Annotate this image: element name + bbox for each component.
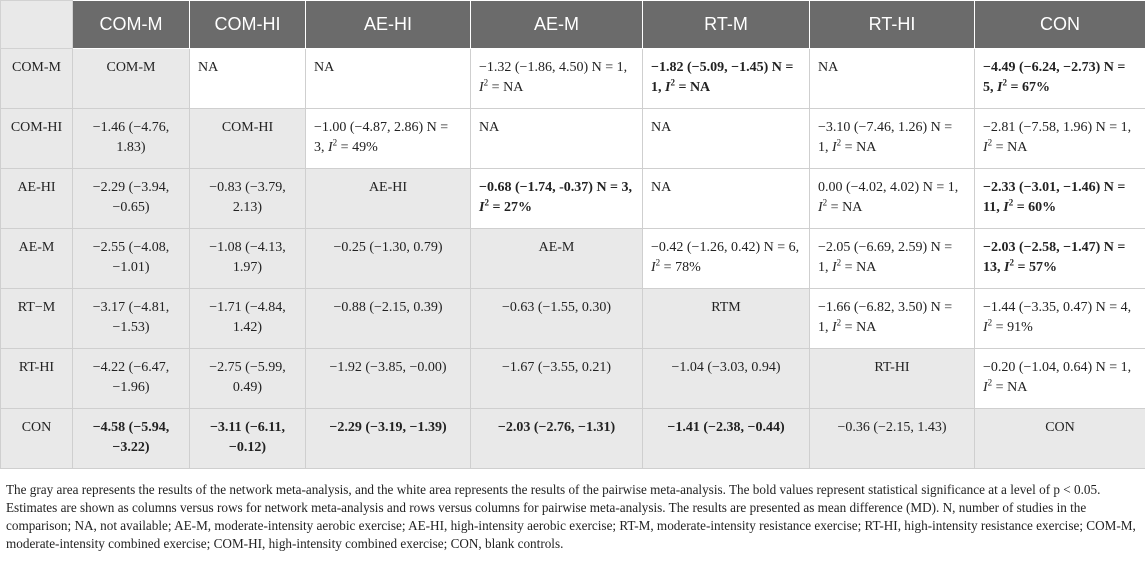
cell-value: −4.49 (−6.24, −2.73) N = 5, bbox=[983, 60, 1126, 95]
i2-equals: = bbox=[337, 140, 353, 155]
i2-value: NA bbox=[856, 260, 877, 275]
header-row bbox=[1, 1, 1145, 49]
row-header: COM-M bbox=[1, 49, 73, 109]
pairwise-cell bbox=[975, 289, 1145, 349]
i2-superscript: 2 bbox=[987, 377, 993, 388]
pairwise-cell: NA bbox=[643, 169, 810, 229]
network-cell: −2.55 (−4.08, −1.01) bbox=[73, 229, 190, 289]
i2-value: NA bbox=[503, 80, 524, 95]
column-header: RT-M bbox=[643, 1, 810, 49]
network-cell: −0.88 (−2.15, 0.39) bbox=[306, 289, 471, 349]
row-header: RT-HI bbox=[1, 349, 73, 409]
i2-superscript: 2 bbox=[987, 317, 993, 328]
i2-value: NA bbox=[1007, 140, 1028, 155]
pairwise-cell bbox=[810, 289, 975, 349]
cell-value: −0.20 (−1.04, 0.64) N = 1, bbox=[983, 360, 1132, 375]
pairwise-cell-significant bbox=[471, 169, 643, 229]
cell-value: −1.00 (−4.87, 2.86) N = 3, bbox=[314, 120, 449, 155]
pairwise-cell bbox=[975, 109, 1145, 169]
diagonal-cell: CON bbox=[975, 409, 1145, 469]
pairwise-cell-significant bbox=[643, 49, 810, 109]
cell-value: −2.81 (−7.58, 1.96) N = 1, bbox=[983, 120, 1132, 135]
i2-symbol: I bbox=[997, 80, 1003, 95]
i2-equals: = bbox=[660, 260, 676, 275]
diagonal-cell: COM-M bbox=[73, 49, 190, 109]
network-cell-significant: −3.11 (−6.11, −0.12) bbox=[190, 409, 306, 469]
row-header: AE-M bbox=[1, 229, 73, 289]
i2-equals: = bbox=[992, 320, 1008, 335]
i2-symbol: I bbox=[479, 80, 484, 95]
network-cell-significant: −2.03 (−2.76, −1.31) bbox=[471, 409, 643, 469]
i2-value: NA bbox=[842, 200, 863, 215]
pairwise-cell bbox=[643, 229, 810, 289]
pairwise-cell: NA bbox=[810, 49, 975, 109]
network-cell: −0.36 (−2.15, 1.43) bbox=[810, 409, 975, 469]
network-cell: −2.75 (−5.99, 0.49) bbox=[190, 349, 306, 409]
pairwise-cell bbox=[810, 169, 975, 229]
i2-equals: = bbox=[488, 80, 504, 95]
cell-value: −1.44 (−3.35, 0.47) N = 4, bbox=[983, 300, 1132, 315]
i2-symbol: I bbox=[818, 200, 823, 215]
pairwise-cell-significant bbox=[975, 169, 1145, 229]
i2-value: NA bbox=[689, 80, 711, 95]
column-header: AE-M bbox=[471, 1, 643, 49]
network-cell-significant: −1.41 (−2.38, −0.44) bbox=[643, 409, 810, 469]
diagonal-cell: AE-M bbox=[471, 229, 643, 289]
pairwise-cell: NA bbox=[190, 49, 306, 109]
i2-superscript: 2 bbox=[836, 257, 842, 268]
table-row bbox=[1, 169, 1145, 229]
table-row bbox=[1, 109, 1145, 169]
i2-equals: = bbox=[841, 140, 857, 155]
i2-symbol: I bbox=[1004, 260, 1010, 275]
i2-equals: = bbox=[992, 380, 1008, 395]
column-header: RT-HI bbox=[810, 1, 975, 49]
table-row bbox=[1, 229, 1145, 289]
column-header: COM-HI bbox=[190, 1, 306, 49]
i2-symbol: I bbox=[832, 140, 837, 155]
cell-value: 0.00 (−4.02, 4.02) N = 1, bbox=[818, 180, 959, 195]
i2-superscript: 2 bbox=[822, 197, 828, 208]
network-cell: −0.83 (−3.79, 2.13) bbox=[190, 169, 306, 229]
i2-equals: = bbox=[841, 260, 857, 275]
i2-superscript: 2 bbox=[670, 77, 675, 88]
network-cell: −1.71 (−4.84, 1.42) bbox=[190, 289, 306, 349]
pairwise-cell bbox=[810, 229, 975, 289]
i2-equals: = bbox=[1006, 80, 1022, 95]
i2-symbol: I bbox=[1003, 200, 1009, 215]
network-cell: −4.22 (−6.47, −1.96) bbox=[73, 349, 190, 409]
row-header: CON bbox=[1, 409, 73, 469]
i2-symbol: I bbox=[983, 380, 988, 395]
i2-superscript: 2 bbox=[1002, 77, 1007, 88]
cell-value: −2.03 (−2.58, −1.47) N = 13, bbox=[983, 240, 1126, 275]
i2-superscript: 2 bbox=[332, 137, 338, 148]
cell-value: −0.42 (−1.26, 0.42) N = 6, bbox=[651, 240, 800, 255]
pairwise-cell: NA bbox=[306, 49, 471, 109]
network-cell: −1.67 (−3.55, 0.21) bbox=[471, 349, 643, 409]
i2-superscript: 2 bbox=[836, 317, 842, 328]
cell-value: −2.05 (−6.69, 2.59) N = 1, bbox=[818, 240, 953, 275]
pairwise-cell: NA bbox=[643, 109, 810, 169]
cell-value: −1.66 (−6.82, 3.50) N = 1, bbox=[818, 300, 953, 335]
i2-equals: = bbox=[674, 80, 690, 95]
i2-equals: = bbox=[488, 200, 504, 215]
pairwise-cell bbox=[975, 349, 1145, 409]
i2-value: NA bbox=[1007, 380, 1028, 395]
i2-equals: = bbox=[1013, 260, 1029, 275]
header-corner bbox=[1, 1, 73, 49]
network-cell: −1.92 (−3.85, −0.00) bbox=[306, 349, 471, 409]
network-cell: −1.46 (−4.76, 1.83) bbox=[73, 109, 190, 169]
i2-equals: = bbox=[827, 200, 843, 215]
column-header: AE-HI bbox=[306, 1, 471, 49]
cell-value: −3.10 (−7.46, 1.26) N = 1, bbox=[818, 120, 953, 155]
table-footnote: The gray area represents the results of the network meta-analysis, and the white area represents the results of the pairwise meta-analysis. The bold values represent statistical significance at a level of p < 0.05. Estimates are shown as columns versus rows for network meta-analysis and rows versus columns for pairwise meta-analysis. The results are presented as mean difference (MD). N, number of studies in the comparison; NA, not available; AE-M, moderate-intensity aerobic exercise; AE-HI, high-intensity aerobic exercise; RT-M, moderate-intensity resistance exercise; RT-HI, high-intensity resistance exercise; COM-M, moderate-intensity combined exercise; COM-HI, high-intensity combined exercise; CON, blank controls. bbox=[6, 482, 1136, 551]
network-cell-significant: −4.58 (−5.94, −3.22) bbox=[73, 409, 190, 469]
diagonal-cell: AE-HI bbox=[306, 169, 471, 229]
network-cell: −3.17 (−4.81, −1.53) bbox=[73, 289, 190, 349]
network-cell: −0.25 (−1.30, 0.79) bbox=[306, 229, 471, 289]
diagonal-cell: COM-HI bbox=[190, 109, 306, 169]
i2-symbol: I bbox=[832, 260, 837, 275]
network-cell: −2.29 (−3.94, −0.65) bbox=[73, 169, 190, 229]
table-row bbox=[1, 349, 1145, 409]
diagonal-cell: RT-HI bbox=[810, 349, 975, 409]
i2-superscript: 2 bbox=[1008, 197, 1014, 208]
i2-value: 60% bbox=[1028, 200, 1057, 215]
row-header: AE-HI bbox=[1, 169, 73, 229]
cell-value: −2.33 (−3.01, −1.46) N = 11, bbox=[983, 180, 1126, 215]
pairwise-cell bbox=[306, 109, 471, 169]
pairwise-cell-significant bbox=[975, 49, 1145, 109]
i2-equals: = bbox=[1013, 200, 1029, 215]
row-header: COM-HI bbox=[1, 109, 73, 169]
i2-value: 49% bbox=[352, 140, 378, 155]
table-row bbox=[1, 289, 1145, 349]
network-cell: −1.04 (−3.03, 0.94) bbox=[643, 349, 810, 409]
i2-symbol: I bbox=[832, 320, 837, 335]
network-cell-significant: −2.29 (−3.19, −1.39) bbox=[306, 409, 471, 469]
i2-superscript: 2 bbox=[836, 137, 842, 148]
pairwise-cell: NA bbox=[471, 109, 643, 169]
i2-symbol: I bbox=[479, 200, 485, 215]
cell-value: −0.68 (−1.74, -0.37) N = 3, bbox=[479, 180, 633, 195]
i2-symbol: I bbox=[328, 140, 333, 155]
i2-equals: = bbox=[992, 140, 1008, 155]
cell-value: −1.32 (−1.86, 4.50) N = 1, bbox=[479, 60, 628, 75]
table-row bbox=[1, 409, 1145, 469]
i2-value: 67% bbox=[1021, 80, 1050, 95]
i2-symbol: I bbox=[983, 140, 988, 155]
i2-symbol: I bbox=[983, 320, 988, 335]
i2-value: 78% bbox=[675, 260, 701, 275]
pairwise-cell bbox=[810, 109, 975, 169]
network-cell: −1.08 (−4.13, 1.97) bbox=[190, 229, 306, 289]
network-cell: −0.63 (−1.55, 0.30) bbox=[471, 289, 643, 349]
i2-value: NA bbox=[856, 320, 877, 335]
i2-equals: = bbox=[841, 320, 857, 335]
i2-superscript: 2 bbox=[484, 197, 489, 208]
i2-value: 27% bbox=[503, 200, 532, 215]
i2-value: NA bbox=[856, 140, 877, 155]
i2-superscript: 2 bbox=[655, 257, 661, 268]
i2-symbol: I bbox=[665, 80, 671, 95]
column-header: CON bbox=[975, 1, 1145, 49]
i2-superscript: 2 bbox=[483, 77, 489, 88]
row-header: RT−M bbox=[1, 289, 73, 349]
table-row bbox=[1, 49, 1145, 109]
i2-superscript: 2 bbox=[1009, 257, 1014, 268]
diagonal-cell: RTM bbox=[643, 289, 810, 349]
i2-symbol: I bbox=[651, 260, 656, 275]
column-header: COM-M bbox=[73, 1, 190, 49]
i2-superscript: 2 bbox=[987, 137, 993, 148]
i2-value: 91% bbox=[1007, 320, 1033, 335]
i2-value: 57% bbox=[1028, 260, 1057, 275]
pairwise-cell bbox=[471, 49, 643, 109]
cell-value: −1.82 (−5.09, −1.45) N = 1, bbox=[651, 60, 794, 95]
pairwise-cell-significant bbox=[975, 229, 1145, 289]
